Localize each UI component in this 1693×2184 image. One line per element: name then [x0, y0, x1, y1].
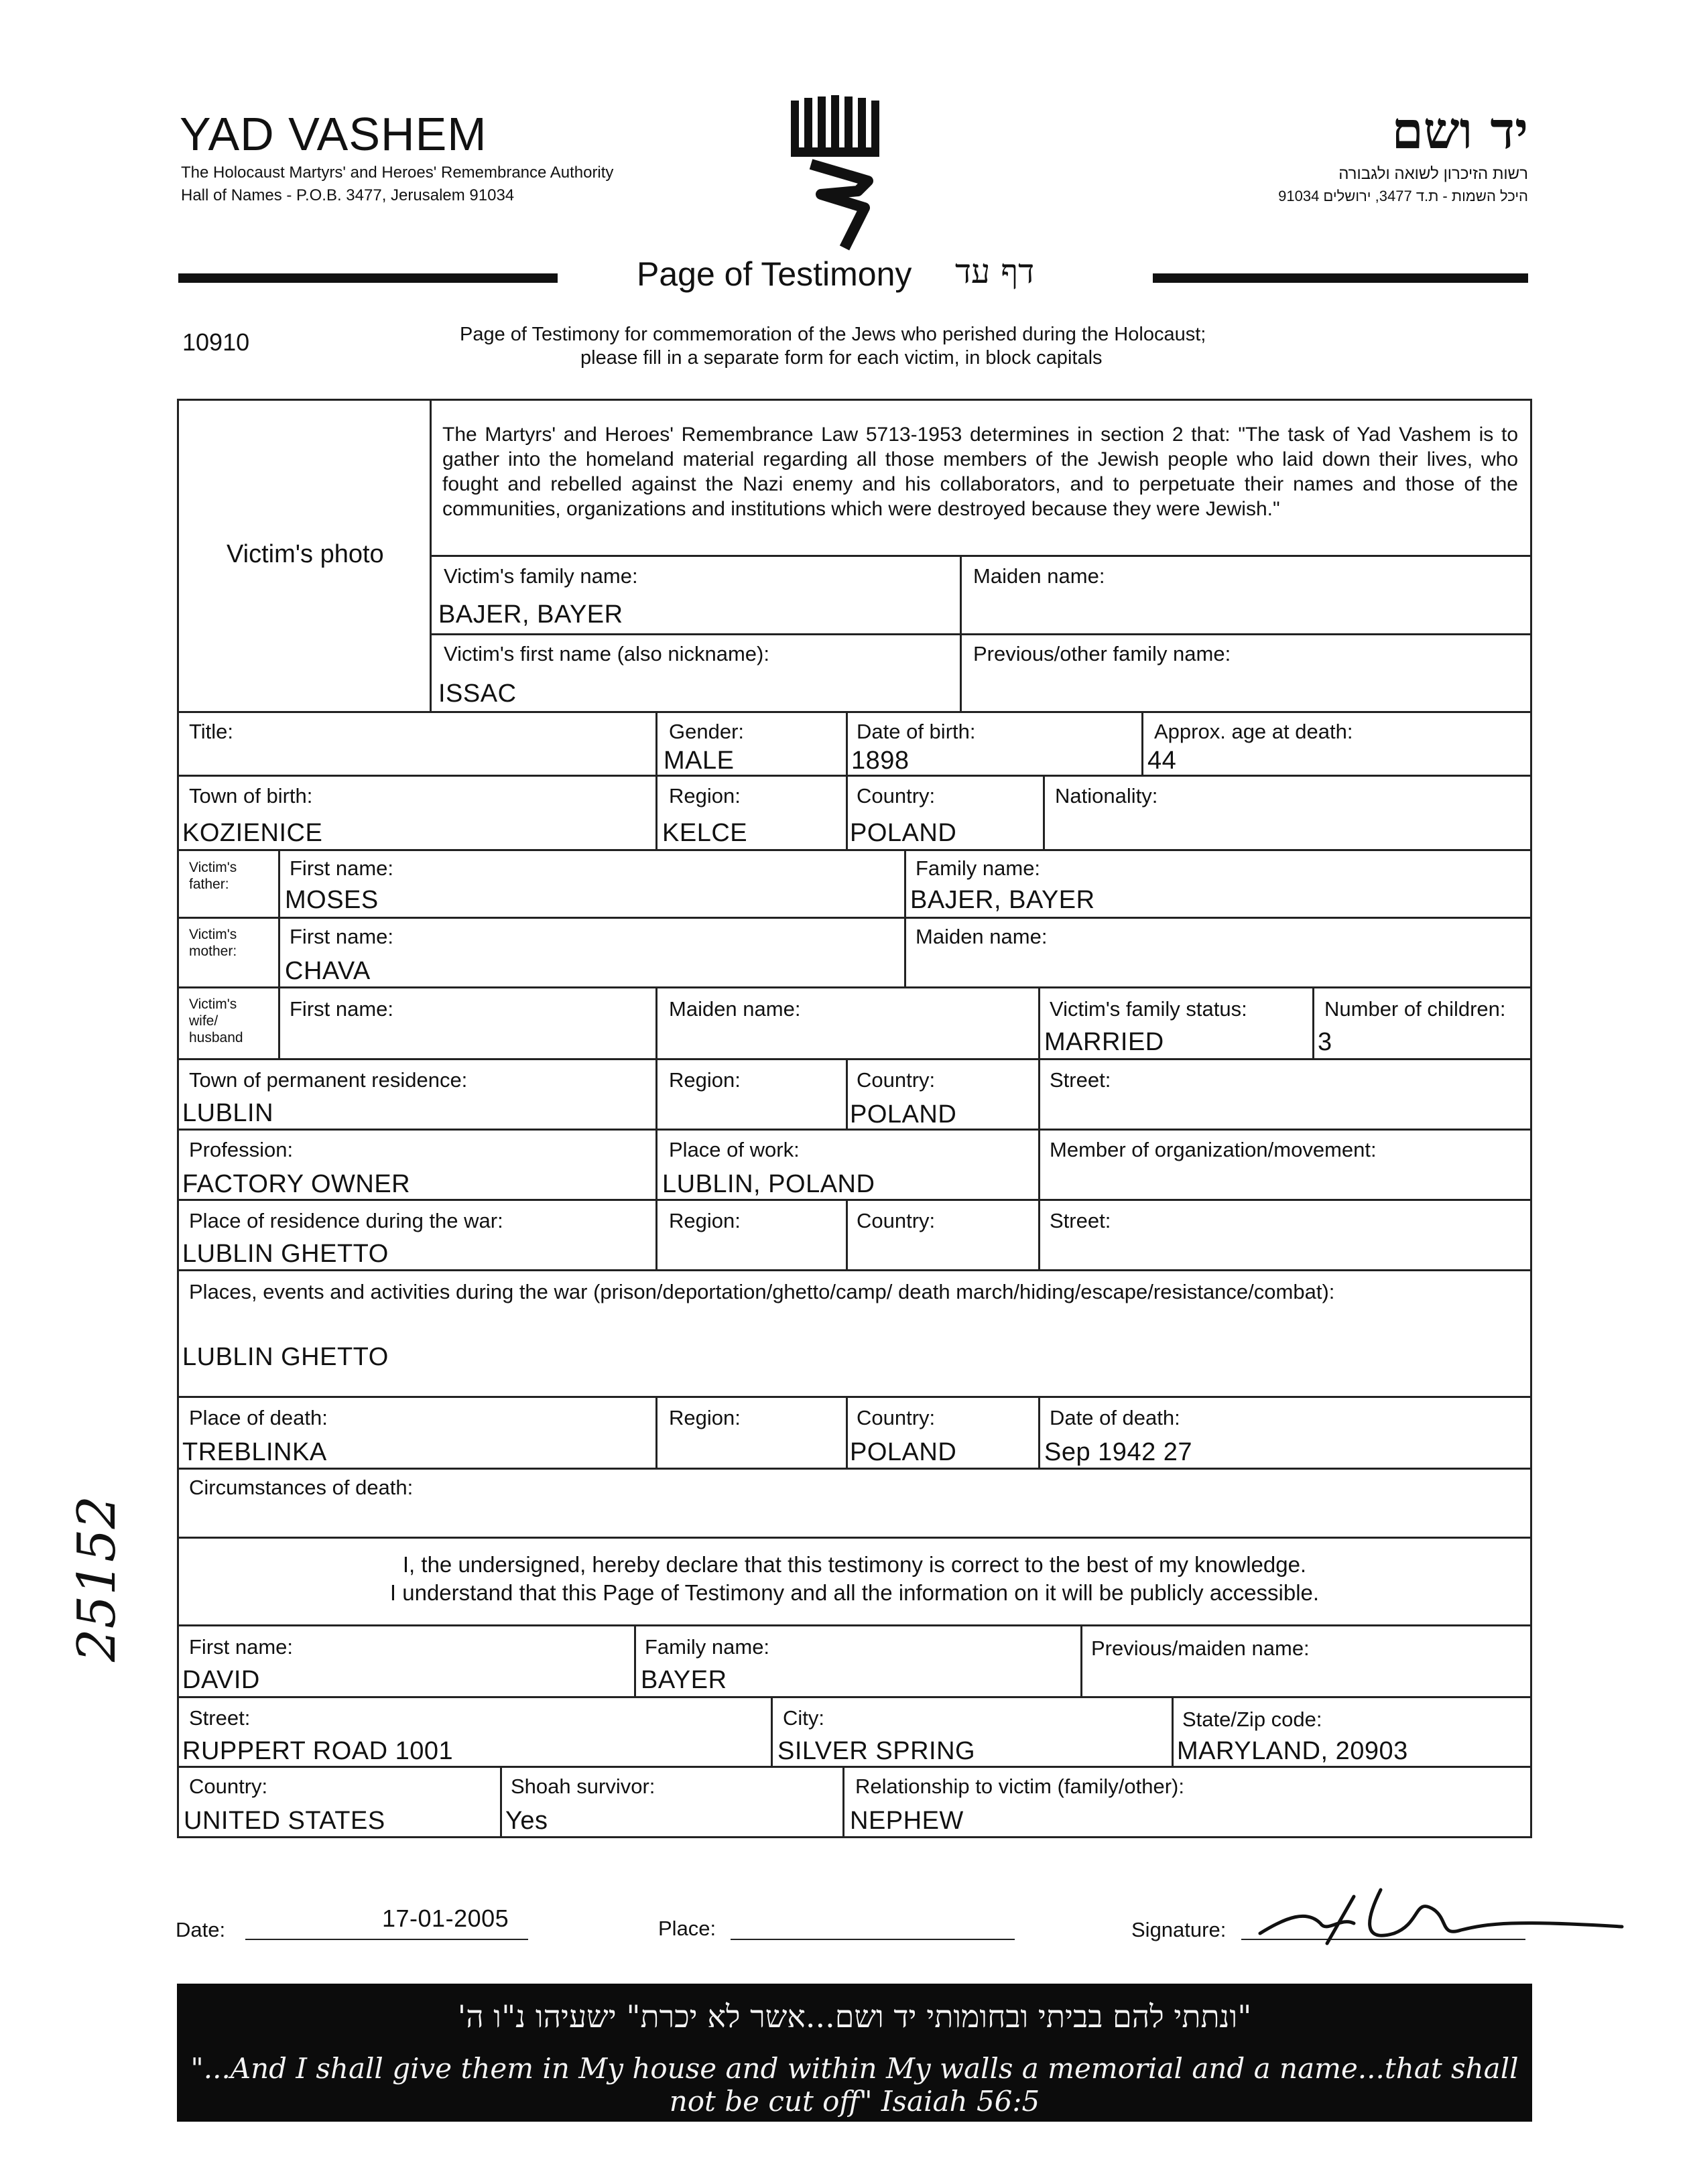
- place-of-work-label: Place of work:: [669, 1138, 800, 1161]
- residence-region-label: Region:: [669, 1068, 741, 1092]
- quote-english: "...And I shall give them in My house and within My walls a memorial and a name...that shall not be cut off" Isaiah 56:5: [190, 2052, 1519, 2118]
- mother-first-name[interactable]: CHAVA: [285, 957, 371, 985]
- profession-value[interactable]: FACTORY OWNER: [182, 1170, 411, 1198]
- age-at-death-label: Approx. age at death:: [1154, 720, 1353, 743]
- residence-street-label: Street:: [1050, 1068, 1111, 1092]
- instructions-line2: please fill in a separate form for each victim, in block capitals: [580, 347, 1103, 369]
- war-region-label: Region:: [669, 1209, 741, 1232]
- death-region-label: Region:: [669, 1406, 741, 1429]
- birth-region-label: Region:: [669, 784, 741, 808]
- victim-family-name-label: Victim's family name:: [444, 564, 638, 588]
- birth-country-label: Country:: [857, 784, 936, 808]
- place-of-death-label: Place of death:: [189, 1406, 328, 1429]
- signature-label: Signature:: [1131, 1918, 1227, 1941]
- law-text: The Martyrs' and Heroes' Remembrance Law 5713-1953 determines in section 2 that: "The task of Yad Vashem is to gather into the homeland material regarding all those members of the Jewish people who laid down their lives, who fought and rebelled against the Nazi enemy and his collaborators, and to perpetuate their names and those of the communities, organizations and institutions which were destroyed because they were Jewish.": [442, 424, 1518, 520]
- mother-side-label: Victim's mother:: [189, 927, 237, 959]
- residence-town-value[interactable]: LUBLIN: [182, 1099, 274, 1127]
- org-subtitle-en: The Holocaust Martyrs' and Heroes' Remembrance Authority: [181, 164, 614, 182]
- shoah-survivor-label: Shoah survivor:: [511, 1775, 655, 1798]
- declaration-line1: I, the undersigned, hereby declare that this testimony is correct to the best of my knowledge.: [402, 1552, 1307, 1577]
- death-country-value[interactable]: POLAND: [850, 1438, 957, 1466]
- father-side-label: Victim's father:: [189, 860, 237, 892]
- shoah-survivor-value[interactable]: Yes: [505, 1807, 548, 1835]
- date-label: Date:: [176, 1918, 226, 1941]
- death-country-label: Country:: [857, 1406, 936, 1429]
- father-family-name-label: Family name:: [916, 856, 1041, 880]
- birth-region-value[interactable]: KELCE: [662, 819, 748, 847]
- war-events-value[interactable]: LUBLIN GHETTO: [182, 1343, 389, 1371]
- submitter-state-label: State/Zip code:: [1182, 1708, 1322, 1731]
- form-number: 10910: [182, 328, 250, 356]
- residence-town-label: Town of permanent residence:: [189, 1068, 468, 1092]
- war-country-label: Country:: [857, 1209, 936, 1232]
- residence-country-label: Country:: [857, 1068, 936, 1092]
- form-title-he: דף עד: [955, 252, 1035, 291]
- title-label: Title:: [189, 720, 234, 743]
- previous-family-name-label: Previous/other family name:: [973, 642, 1231, 665]
- victim-first-name-label: Victim's first name (also nickname):: [444, 642, 769, 665]
- submitter-first-name[interactable]: DAVID: [182, 1666, 260, 1694]
- instructions-line1: Page of Testimony for commemoration of the Jews who perished during the Holocaust;: [460, 324, 1206, 345]
- circumstances-label: Circumstances of death:: [189, 1476, 414, 1499]
- war-street-label: Street:: [1050, 1209, 1111, 1232]
- member-organization-label: Member of organization/movement:: [1050, 1138, 1377, 1161]
- place-of-death-value[interactable]: TREBLINKA: [182, 1438, 327, 1466]
- declaration-line2: I understand that this Page of Testimony and all the information on it will be publicly accessible.: [389, 1580, 1320, 1605]
- father-first-name-label: First name:: [290, 856, 394, 880]
- place-of-work-value[interactable]: LUBLIN, POLAND: [662, 1170, 875, 1198]
- family-status-label: Victim's family status:: [1050, 997, 1247, 1021]
- residence-country-value[interactable]: POLAND: [850, 1100, 957, 1129]
- header-bar-left: [178, 273, 558, 283]
- victim-photo-label: Victim's photo: [227, 540, 384, 568]
- submitter-country-label: Country:: [189, 1775, 268, 1798]
- war-events-label: Places, events and activities during the war (prison/deportation/ghetto/camp/ death march/hiding/escape/resistance/combat):: [189, 1280, 1335, 1303]
- birth-country-value[interactable]: POLAND: [850, 819, 957, 847]
- gender-value[interactable]: MALE: [664, 747, 735, 775]
- town-of-birth-label: Town of birth:: [189, 784, 313, 808]
- yad-vashem-logo: [784, 94, 905, 255]
- handwritten-number: 25152: [67, 1495, 127, 1662]
- war-residence-value[interactable]: LUBLIN GHETTO: [182, 1240, 389, 1268]
- submitter-first-name-label: First name:: [189, 1635, 294, 1659]
- children-label: Number of children:: [1324, 997, 1506, 1021]
- place-label: Place:: [658, 1917, 716, 1940]
- spouse-side-label: Victim's wife/ husband: [189, 997, 243, 1045]
- signature-image: [1247, 1870, 1649, 1950]
- children-value[interactable]: 3: [1318, 1028, 1332, 1056]
- date-line: [245, 1939, 528, 1940]
- form-title: Page of Testimony: [637, 255, 912, 293]
- father-family-name[interactable]: BAJER, BAYER: [910, 886, 1095, 914]
- quote-hebrew: "ונתתי להם בביתי ובחומותי יד ושם...אשר לא יכרת" ישעיהו נ"ו ה': [457, 1998, 1252, 2035]
- victim-family-name[interactable]: BAJER, BAYER: [438, 600, 623, 629]
- submitter-city-label: City:: [783, 1706, 824, 1730]
- submitter-street-label: Street:: [189, 1706, 251, 1730]
- submitter-prev-name-label: Previous/maiden name:: [1091, 1636, 1310, 1660]
- profession-label: Profession:: [189, 1138, 294, 1161]
- mother-maiden-name-label: Maiden name:: [916, 925, 1048, 948]
- town-of-birth-value[interactable]: KOZIENICE: [182, 819, 323, 847]
- date-value[interactable]: 17-01-2005: [382, 1905, 509, 1932]
- submitter-state[interactable]: MARYLAND, 20903: [1177, 1737, 1408, 1765]
- submitter-family-name-label: Family name:: [645, 1635, 770, 1659]
- spouse-first-name-label: First name:: [290, 997, 394, 1021]
- submitter-family-name[interactable]: BAYER: [641, 1666, 727, 1694]
- nationality-label: Nationality:: [1055, 784, 1158, 808]
- relationship-label: Relationship to victim (family/other):: [855, 1775, 1184, 1798]
- submitter-country[interactable]: UNITED STATES: [184, 1807, 385, 1835]
- maiden-name-label: Maiden name:: [973, 564, 1105, 588]
- dob-label: Date of birth:: [857, 720, 976, 743]
- relationship-value[interactable]: NEPHEW: [850, 1807, 964, 1835]
- dob-value[interactable]: 1898: [851, 747, 910, 775]
- org-address-en: Hall of Names - P.O.B. 3477, Jerusalem 91034: [181, 186, 515, 204]
- family-status-value[interactable]: MARRIED: [1044, 1028, 1164, 1056]
- submitter-street[interactable]: RUPPERT ROAD 1001: [182, 1737, 454, 1765]
- age-at-death-value[interactable]: 44: [1147, 747, 1177, 775]
- org-address-he: היכל השמות - ת.ד 3477, ירושלים 91034: [1278, 188, 1528, 204]
- spouse-maiden-name-label: Maiden name:: [669, 997, 801, 1021]
- submitter-city[interactable]: SILVER SPRING: [777, 1737, 976, 1765]
- org-name-he: יד ושם: [1391, 101, 1528, 160]
- gender-label: Gender:: [669, 720, 745, 743]
- place-line: [731, 1939, 1015, 1940]
- org-name-en: YAD VASHEM: [180, 108, 487, 160]
- date-of-death-value[interactable]: Sep 1942 27: [1044, 1438, 1193, 1466]
- header-bar-right: [1153, 273, 1528, 283]
- date-of-death-label: Date of death:: [1050, 1406, 1180, 1429]
- father-first-name[interactable]: MOSES: [285, 886, 379, 914]
- org-subtitle-he: רשות הזיכרון לשואה ולגבורה: [1338, 165, 1528, 183]
- mother-first-name-label: First name:: [290, 925, 394, 948]
- war-residence-label: Place of residence during the war:: [189, 1209, 503, 1232]
- victim-first-name[interactable]: ISSAC: [438, 680, 517, 708]
